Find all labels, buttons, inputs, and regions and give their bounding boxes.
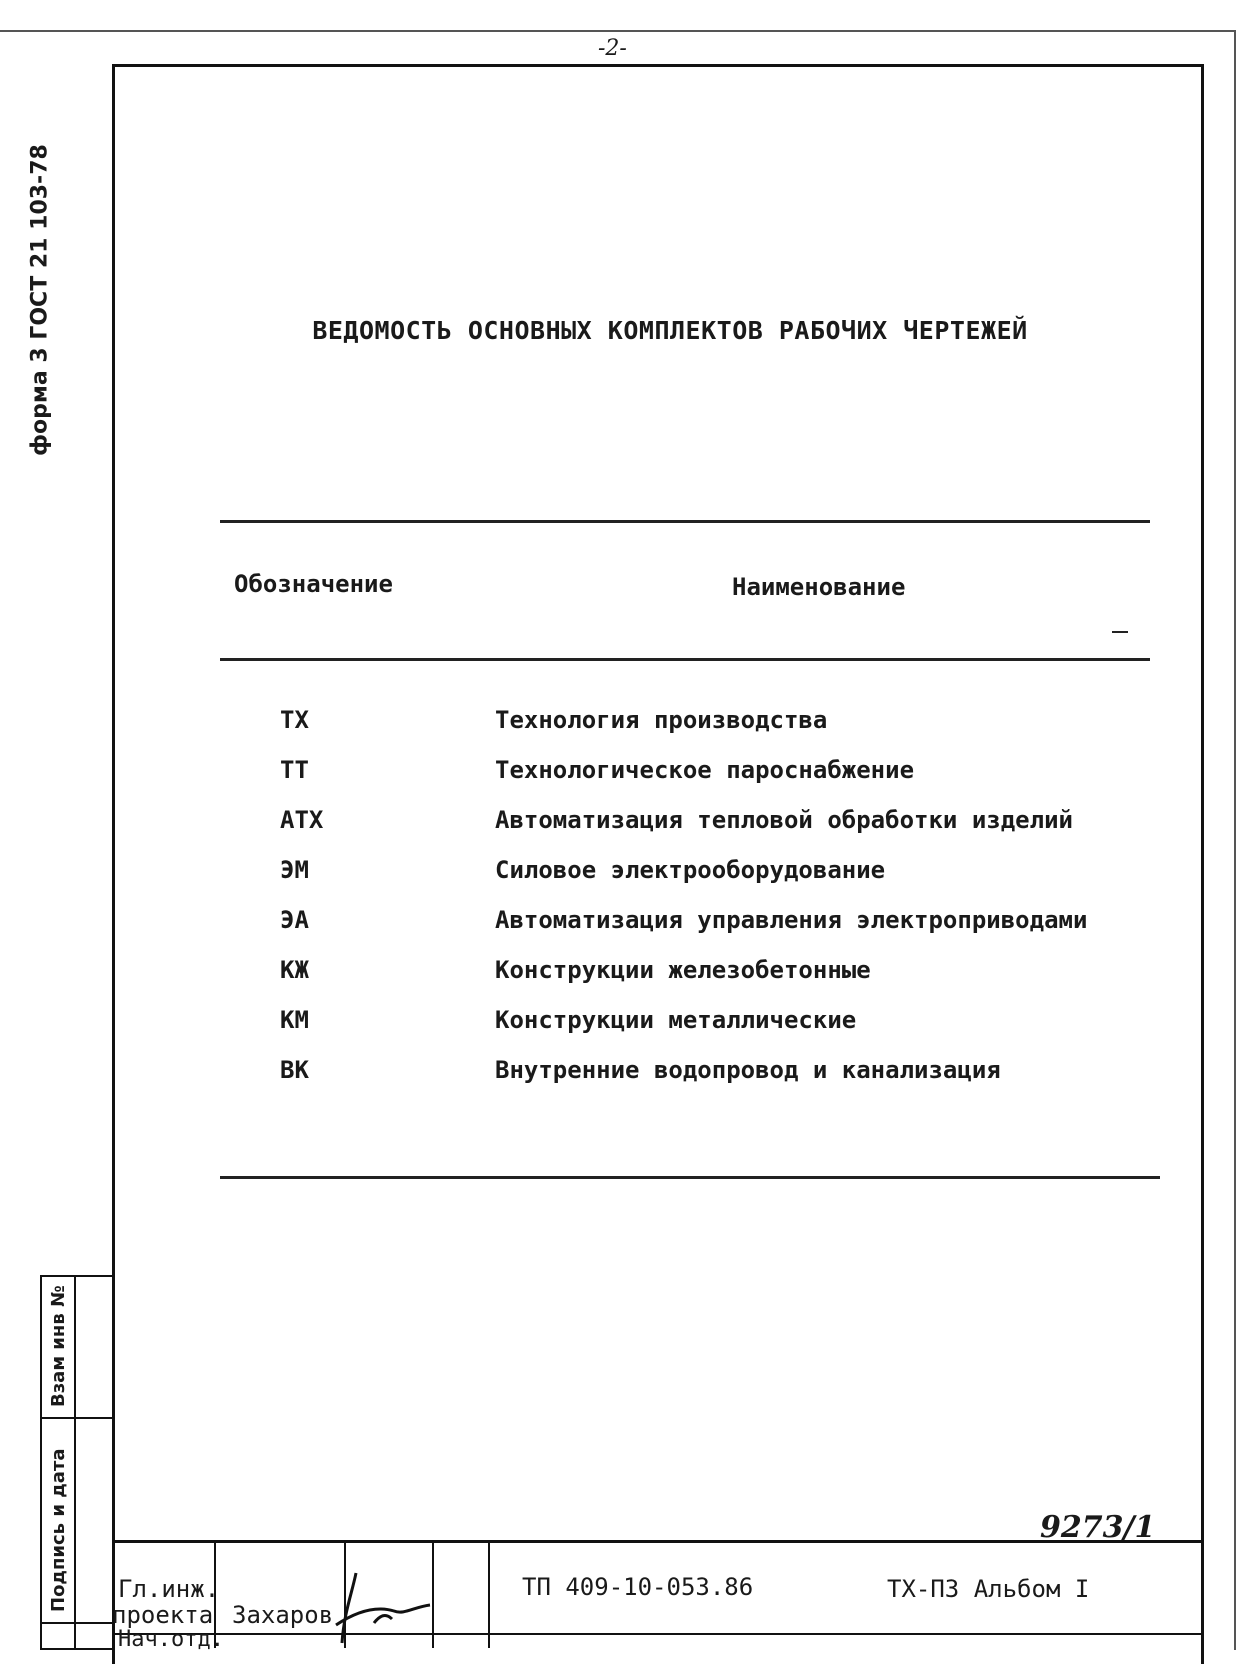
title-block	[112, 1540, 1204, 1652]
role-dept-head: Нач.отд.	[118, 1627, 224, 1652]
row-code: ТХ	[280, 706, 309, 734]
table-body	[0, 706, 1200, 1106]
left-column-separator	[42, 1622, 114, 1624]
row-name: Силовое электрооборудование	[495, 856, 886, 884]
row-name: Автоматизация тепловой обработки изделий	[495, 806, 1073, 834]
table-bottom-rule	[220, 1176, 1160, 1179]
inv-label: Взам инв №	[48, 1285, 69, 1407]
table-row	[0, 856, 1100, 906]
table-row	[0, 956, 1100, 1006]
row-code: ТТ	[280, 756, 309, 784]
table-row	[0, 756, 1100, 806]
row-code: ВК	[280, 1056, 309, 1084]
stamp-number: 9273/1	[1040, 1510, 1156, 1545]
table-row	[0, 806, 1100, 856]
table-row	[0, 906, 1100, 956]
row-code: ЭМ	[280, 856, 309, 884]
project-code: ТП 409-10-053.86	[522, 1573, 754, 1601]
header-dash	[1112, 631, 1128, 633]
table-header-rule	[220, 658, 1150, 661]
table-row	[0, 706, 1100, 756]
role-chief-engineer: Гл.инж.	[118, 1575, 220, 1603]
role-project: проекта	[112, 1601, 214, 1629]
table-top-rule	[220, 520, 1150, 523]
row-name: Автоматизация управления электроприводами	[495, 906, 1088, 934]
page-number: -2-	[598, 36, 627, 61]
title-block-row-line	[112, 1633, 1204, 1635]
row-code: КМ	[280, 1006, 309, 1034]
sign-date-label: Подпись и дата	[48, 1448, 69, 1612]
row-code: ЭА	[280, 906, 309, 934]
signature-mark	[334, 1553, 434, 1648]
side-form-label: форма 3 ГОСТ 21 103-78	[27, 144, 53, 456]
row-code: КЖ	[280, 956, 309, 984]
person-name: Захаров	[232, 1601, 334, 1629]
left-column-divider	[74, 1277, 76, 1648]
table-row	[0, 1006, 1100, 1056]
header-name: Наименование	[732, 573, 906, 601]
side-form-label-box	[12, 130, 72, 470]
table-row	[0, 1056, 1100, 1106]
album-label: ТХ-ПЗ Альбом I	[887, 1575, 1090, 1603]
left-stamp-column	[40, 1275, 112, 1650]
document-title: ВЕДОМОСТЬ ОСНОВНЫХ КОМПЛЕКТОВ РАБОЧИХ ЧЕРТЕЖЕЙ	[312, 316, 1028, 345]
row-name: Технология производства	[495, 706, 828, 734]
row-name: Технологическое пароснабжение	[495, 756, 915, 784]
row-name: Конструкции железобетонные	[495, 956, 871, 984]
header-code: Обозначение	[234, 570, 393, 598]
row-name: Конструкции металлические	[495, 1006, 857, 1034]
left-column-separator	[42, 1417, 114, 1419]
row-name: Внутренние водопровод и канализация	[495, 1056, 1001, 1084]
row-code: АТХ	[280, 806, 324, 834]
